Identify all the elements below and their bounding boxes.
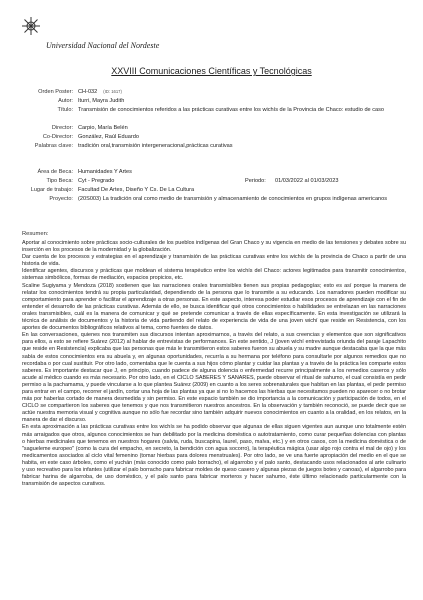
abstract-body (22, 240, 406, 590)
abstract-paragraph: Identificar agentes, discursos y prácticas que moldean el sistema terapéutico entre los wichís del Chaco: actores legitimados para transmitir conocimientos, sistemas simbólicos, formas de mediación, espacios propicios, etc. (22, 268, 406, 282)
palabras-clave-label: Palabras clave: (34, 143, 73, 149)
director-value: Carpio, María Belén (78, 125, 128, 131)
autor-value: Iturri, Mayra Judith (78, 98, 125, 104)
abstract-paragraph: Scaline Sugiyama y Mendoza (2018) sostienen que las narraciones orales transmisibles tienen sus propias pedagogías; esto es así porque la manera de relatar los conocimientos tendrá su propia particularidad, dependiendo de la persona que lo transmite a su educando. Los narradores pueden modificar su comportamiento para aprender o facilitar el aprendizaje a otras personas. En este aspecto, interesa poder estudiar esos procesos de aprendizaje con el fin de entender el desarrollo de las prácticas curativas. Además de ello, se busca identificar qué otros conocimientos o habilidades se entrelazan en las narraciones orales transmisibles, cuál es la manera de comunicar y qué se pretende comunicar a través de ellas específicamente. En esta investigación se utilizará la técnica de análisis de documentos y la historia de vida partiendo del relato de experiencia de vida de una joven wichí que reside en Resistencia, con los aportes de documentos bibliográficos relativos al tema, como fuentes de datos. (22, 282, 406, 332)
orden-poster-label: Orden Poster: (38, 89, 73, 95)
codirector-label: Co-Director: (42, 134, 73, 140)
lugar-trabajo-label: Lugar de trabajo: (30, 187, 73, 193)
titulo-row (0, 106, 423, 124)
resumen-label: Resumen: (22, 231, 49, 237)
palabras-clave-value: tradición oral,transmisión intergeneracional,prácticas curativas (78, 143, 233, 149)
director-label: Director: (51, 125, 73, 131)
autor-row (0, 97, 423, 106)
proyecto-row (0, 195, 423, 213)
titulo-label: Título: (57, 107, 73, 113)
event-title: XXVIII Comunicaciones Científicas y Tecnológicas (111, 66, 312, 76)
lugar-trabajo-row (0, 186, 423, 195)
area-beca-row (0, 168, 423, 177)
orden-poster-id: (ID: 1617) (103, 89, 122, 94)
area-beca-label: Área de Beca: (37, 169, 73, 175)
area-beca-value: Humanidades Y Artes (78, 169, 132, 175)
abstract-paragraph: En las conversaciones, quienes nos transmiten sus discursos intentan aproximarnos, a través del relato, a sus creencias y elementos que son significativos para ellos, a esto se refiere Suárez (2012) al hablar de entrevistas de performances. En este sentido, J (joven wichí entrevistada oriunda del paraje Lapachito que reside en Resistencia) explicaba que las personas que más le transmitieron estos saberes fueron su abuela y su madre aunque destacaba que la que más sabía de estos conocimientos era su abuela y, en algunas oportunidades, recurría a su hermana por teléfono para consultarle por algunos remedios que no recordaba o por cual sustituir. Por otro lado, comentaba que le cuenta a sus hijos cómo plantar y cuidar las plantas y a través de la práctica les comparte estos saberes. Es importante destacar que J, en principio, cuando padece de alguna dolencia o enfermedad recurre principalmente a los remedios caseros y sólo acude al médico cuando es más necesario. Por otro lado, en el CICLO SABERES Y SANARES, puede observar el ritual de sahumo, el cual consistía en pedir permiso a la pachamama, y puede vincularse a lo que plantea Suárez (2009) en cuanto a los seres sobrenaturales que habitan en las plantas, el pedir permiso para entrar en el campo, recorrer el jardín, cortar una hoja de las plantas ya que si no lo hacemos las hierbas que necesitamos pueden no aparecer o no brotar más por haberlas cortado de manera desmedida y sin permiso. En este espacio también se dio importancia a la comunicación y participación de todos, en el CICLO se compartieron los saberes que tenemos y que nos transmitieron nuestros ancestros. En la observación y también reconoció, se puede decir que se actúe nuestra memoria visual y cognitiva aunque no sólo fue recordar sino también adquirir nuevos conocimientos en cuanto a la oralidad, en los relatos, en la manera de dar el discurso. (22, 332, 406, 424)
palabras-clave-row (0, 142, 423, 151)
periodo-label: Periodo: (245, 178, 266, 184)
university-logo (20, 12, 170, 56)
tipo-beca-value: Cyt - Pregrado (78, 178, 115, 184)
director-row (0, 124, 423, 133)
codirector-value: González, Raúl Eduardo (78, 134, 139, 140)
orden-poster-value: CH-032 (78, 89, 98, 95)
tipo-beca-row (0, 177, 423, 186)
orden-poster-row (0, 88, 423, 97)
periodo-value: 01/03/2022 al 01/03/2023 (275, 178, 339, 184)
abstract-paragraph: Aportar al conocimiento sobre prácticas socio-culturales de los pueblos indígenas del Gran Chaco y su vigencia en medio de las tensiones y debates sobre su inserción en los procesos de la modernidad y la globalización. (22, 240, 406, 254)
lugar-trabajo-value: Facultad De Artes, Diseño Y Cs. De La Cultura (78, 187, 195, 193)
abstract-paragraph: Dar cuenta de los procesos y estrategias en el aprendizaje y transmisión de las prácticas curativas entre los wichís de la provincia de Chaco a partir de una historia de vida. (22, 254, 406, 268)
autor-label: Autor: (58, 98, 73, 104)
university-emblem-icon (20, 15, 42, 37)
codirector-row (0, 133, 423, 142)
abstract-paragraph: En esta aproximación a las prácticas curativas entre los wichís se ha podido observar que algunas de ellas siguen vigentes aun aunque uno totalmente estén más arraigados que otros, algunos conocimientos se han debilitado por la medicina doméstica o autotratamiento, como curar pequeñas dolencias con plantas o hierbas medicinales que tenemos en nuestros hogares (salvia, ruda, buscapina, laurel, paso, malva, etc.) y en otros casos, con la medicina doméstica o de "sagueleme europeo" (como la cura del empacho, en secreto, la bendición con agua socorro), la terapéutica mágica (usar algo rojo contra el mal de ojo) y los medicamentos asociados al ciclo vital femenino (tomar hierbas para dolores menstruales). Por otro lado, se ve una fuerte apropiación del medio en el que se habita, en este caso árboles, como el yuchán (más conocido como palo borracho), el algarrobo y el palo santo, destacando usos relacionados al arte culinario y uso recreativo para los infantes (utilizar el palo borracho para fabricar moldes de queso casero y algunas piezas de juegos botes y canoas), el algarrobo para fabricar harina de algarroba, de uso doméstico, y el palo santo para fabricar morteros y hacer sahumo, éste último relacionado particularmente con la transmisión de aspectos curativos. (22, 424, 406, 488)
institution-name: Universidad Nacional del Nordeste (46, 41, 160, 50)
proyecto-value: (20S003) La tradición oral como medio de transmisión y almacenamiento de conocimientos en grupos indígenas americanos (78, 196, 388, 202)
proyecto-label: Proyecto: (49, 196, 73, 202)
tipo-beca-label: Tipo Beca: (46, 178, 73, 184)
titulo-value: Transmisión de conocimientos referidos a las prácticas curativas entre los wichís de la Provincia de Chaco: estudio de caso (78, 107, 385, 113)
